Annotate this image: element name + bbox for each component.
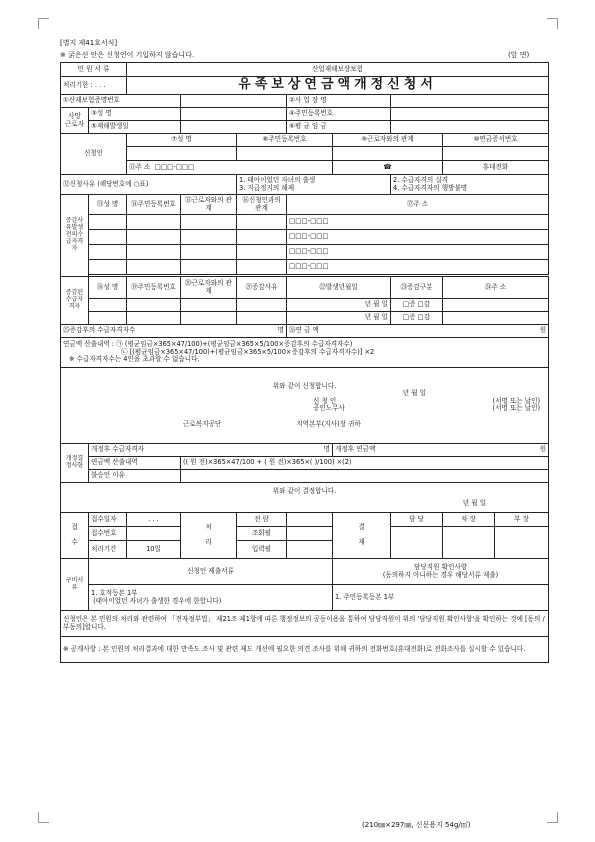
type-field[interactable]: □증 □감 bbox=[391, 299, 443, 312]
crop-mark bbox=[547, 812, 558, 823]
receipt-label: 민 원 서 류 bbox=[61, 63, 127, 77]
zip-field[interactable]: □□□-□□□ bbox=[287, 245, 549, 260]
approver-deputy: 차 장 bbox=[443, 513, 495, 527]
deceased-rrn-field[interactable] bbox=[391, 108, 549, 121]
addressee: 근로복지공단 지역본부(지사)장 귀하 bbox=[183, 419, 361, 428]
decide-side-label: 결 재 bbox=[333, 513, 391, 559]
approver-manager: 부 장 bbox=[495, 513, 549, 527]
deceased-side-label: 사망 근로자 bbox=[61, 108, 89, 134]
decision-amount[interactable]: 개정후 연금액 원 bbox=[333, 444, 549, 457]
reject-reason-field[interactable] bbox=[181, 470, 549, 483]
col-type: ㉓증감구분 bbox=[391, 277, 443, 299]
amount-label[interactable]: ㉖연 금 액 원 bbox=[287, 325, 549, 338]
receipt-dots[interactable]: . . . bbox=[127, 513, 181, 527]
reason-options-a[interactable]: 1. 태아이었던 자녀의 출생 3. 지급정지의 해제 bbox=[237, 175, 391, 195]
deadline: 처리기한 : . . . bbox=[61, 77, 127, 95]
agent-sign-row[interactable]: 공인노무사 (서명 또는 날인) bbox=[313, 404, 541, 413]
col-reason: ㉑증감사유 bbox=[237, 277, 287, 299]
col-address: ㉔주 소 bbox=[443, 277, 549, 299]
applicant-name-field[interactable] bbox=[127, 147, 237, 161]
cert-no-label: ⑩연금증서번호 bbox=[443, 134, 549, 147]
calc-label: 연금액 산출내역 bbox=[89, 457, 181, 470]
agency-label: 산업재해보상보험 bbox=[127, 63, 549, 77]
form-table bbox=[60, 62, 549, 663]
col-applicant-relation: ⑯신청인과의 관계 bbox=[237, 195, 287, 215]
accident-date-label: ⑤재해발생일 bbox=[89, 121, 181, 134]
proc-row-view: 전 람 bbox=[237, 513, 287, 527]
count-label[interactable]: ㉕증감후의 수급자격자수 명 bbox=[61, 325, 287, 338]
notice: ※ 굵은선 안은 신청인이 기입하지 않습니다. bbox=[60, 51, 195, 59]
staff-docs-title: 담당직원 확인사항 (동의하지 아니하는 경우 해당서류 제출) bbox=[333, 559, 549, 585]
calc-value[interactable]: (( 원 전)×365×47/100 + ( 원 전)×365×( )/100) ×(2) bbox=[181, 457, 549, 470]
col-relation: ⑳근로자와의 관계 bbox=[181, 277, 237, 299]
applicant-rrn-field[interactable] bbox=[237, 147, 333, 161]
docs-side-label: 구비서류 bbox=[61, 559, 89, 611]
pension-no-field[interactable] bbox=[181, 95, 287, 108]
form-title: 유족보상연금액개정신청서 bbox=[127, 77, 549, 95]
sign-box[interactable] bbox=[391, 527, 443, 559]
proc-side-label: 처 리 bbox=[181, 513, 237, 559]
date-field[interactable]: 년 월 일 bbox=[287, 299, 391, 312]
consent-text: 신청인은 본 민원의 처리와 관련하여 「전자정부법」 제21조 제1항에 따른 행정정보의 공동이용을 통하여 담당직원이 위의 '담당직원 확인사항'을 확인하는 것에 [동의 / 부동의]합니다. bbox=[61, 611, 549, 637]
sign-box[interactable] bbox=[495, 527, 549, 559]
decision-statement: 위와 같이 결정합니다. bbox=[272, 486, 337, 495]
deceased-name-field[interactable] bbox=[181, 108, 287, 121]
changed-side-label: 증감된수급자격자 bbox=[61, 277, 89, 325]
formula: 연금액 산출내역 : ㉠ (평균임금×365×47/100)+(평균임금×365×5/100×증감후의 수급자격자수) ㉡ [(평균임금×365×47/100)+(평균임금×365×5/100×증감후의 수급자격자수)] ×2 ※ 수급자격자수는 4인을 초과할 수 없습니다. bbox=[61, 338, 549, 368]
col-rrn: ⑲주민등록번호 bbox=[127, 277, 181, 299]
applicant-name-label: ⑦성 명 bbox=[127, 134, 237, 147]
crop-mark bbox=[38, 812, 49, 823]
col-address: ⑰주 소 bbox=[287, 195, 549, 215]
zip-field[interactable]: □□□-□□□ bbox=[287, 215, 549, 230]
phone-icon: ☎ bbox=[333, 161, 443, 175]
decision-side-label: 개정결정사항 bbox=[61, 444, 89, 483]
applicant-doc-1: 1. 호적등본 1부 (태아이었던 자녀가 출생한 경우에 한합니다) bbox=[89, 585, 333, 611]
receipt-date-label: 접수일자 bbox=[89, 513, 127, 527]
col-name: ⑬성 명 bbox=[89, 195, 127, 215]
deceased-name-label: ③성 명 bbox=[89, 108, 181, 121]
col-name: ⑱성 명 bbox=[89, 277, 127, 299]
applicant-relation-label: ⑨근로자와의 관계 bbox=[333, 134, 443, 147]
before-side-label: 증감사유발생전의수급자격자 bbox=[61, 195, 89, 277]
deceased-rrn-label: ④주민등록번호 bbox=[287, 108, 391, 121]
handle-period-value: 10일 bbox=[127, 541, 181, 559]
col-rrn: ⑭주민등록번호 bbox=[127, 195, 181, 215]
applicant-docs-title: 신청인 제출서류 bbox=[89, 559, 333, 585]
staff-doc-1: 1. 주민등록등본 1부 bbox=[333, 585, 549, 611]
reason-options-b[interactable]: 2. 수급자격의 실격 4. 수급자격자의 행방불명 bbox=[391, 175, 549, 195]
approver-staff: 담 당 bbox=[391, 513, 443, 527]
applicant-address[interactable]: ⑪주 소 □□□-□□□ bbox=[127, 161, 333, 175]
decision-count[interactable]: 개정후 수급자격자 명 bbox=[89, 444, 333, 457]
public-notice: ※ 공개사항 : 본 민원의 처리결과에 대한 만족도 조사 및 관련 제도 개선에 필요한 의견 조사를 위해 귀하의 전화번호(휴대전화)로 전화조사를 실시할 수 있습니다. bbox=[61, 637, 549, 663]
proc-row-query: 조회필 bbox=[237, 527, 287, 541]
applicant-relation-field[interactable] bbox=[333, 147, 443, 161]
reject-reason-label: 불승인 이유 bbox=[89, 470, 181, 483]
reason-label: ⑫신청사유 (해당번호에 ○표) bbox=[61, 175, 237, 195]
avg-wage-field[interactable] bbox=[391, 121, 549, 134]
pension-no-label: ①산재보험증명번호 bbox=[61, 95, 181, 108]
apply-block bbox=[61, 368, 549, 444]
cert-no-field[interactable] bbox=[443, 147, 549, 161]
receipt-no-label: 접수번호 bbox=[89, 527, 127, 541]
decision-date[interactable]: 년 월 일 bbox=[462, 498, 487, 507]
mobile-label: 휴대전화 bbox=[443, 161, 549, 175]
handle-period-label: 처리기간 bbox=[89, 541, 127, 559]
crop-mark bbox=[547, 18, 558, 29]
workplace-field[interactable] bbox=[391, 95, 549, 108]
workplace-label: ②사 업 장 명 bbox=[287, 95, 391, 108]
crop-mark bbox=[38, 18, 49, 29]
sign-box[interactable] bbox=[443, 527, 495, 559]
page-side: (앞 면) bbox=[508, 51, 530, 59]
col-date: ㉒발생년월일 bbox=[287, 277, 391, 299]
type-field[interactable]: □증 □감 bbox=[391, 312, 443, 325]
applicant-rrn-label: ⑧주민등록번호 bbox=[237, 134, 333, 147]
date-field[interactable]: 년 월 일 bbox=[287, 312, 391, 325]
proc-row-input: 입력필 bbox=[237, 541, 287, 559]
apply-date[interactable]: 년 월 일 bbox=[402, 389, 427, 398]
apply-statement: 위와 같이 신청합니다. bbox=[272, 381, 337, 390]
zip-field[interactable]: □□□-□□□ bbox=[287, 230, 549, 245]
avg-wage-label: ⑥평 균 임 금 bbox=[287, 121, 391, 134]
form-id: [별지 제41호서식] bbox=[60, 39, 118, 47]
applicant-side-label: 신청인 bbox=[61, 134, 127, 175]
applicant-sign-row[interactable]: 신 청 인 (서명 또는 날인) bbox=[313, 396, 541, 405]
receipt-side-label: 접 수 bbox=[61, 513, 89, 559]
col-relation: ⑮근로자와의 관계 bbox=[181, 195, 237, 215]
receipt-no-field[interactable] bbox=[127, 527, 181, 541]
zip-field[interactable]: □□□-□□□ bbox=[287, 260, 549, 275]
decision-block bbox=[61, 483, 549, 513]
paper-spec: (210㎜×297㎜, 신문용지 54g/㎡) bbox=[362, 821, 471, 829]
accident-date-field[interactable] bbox=[181, 121, 287, 134]
